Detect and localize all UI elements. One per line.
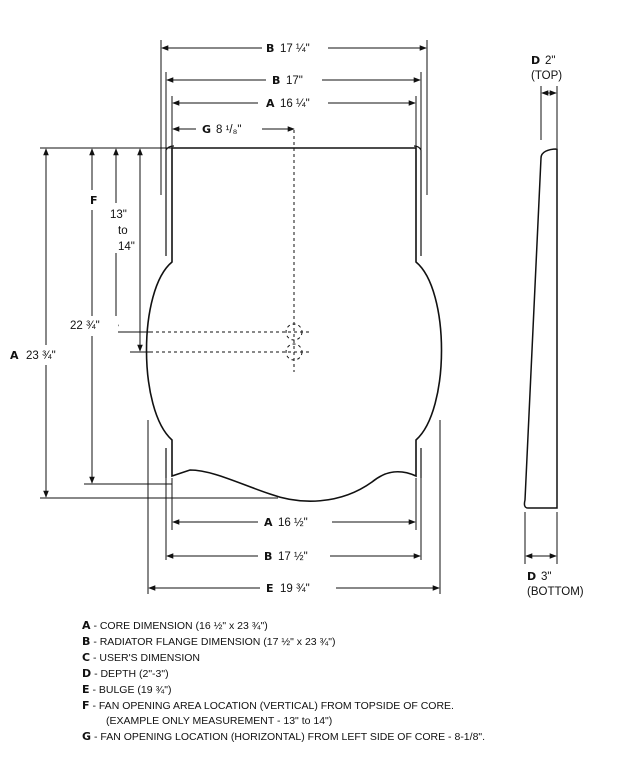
dim-a-top-key: A [266, 97, 275, 110]
dim-a-bottom-key: A [264, 516, 273, 529]
dim-b-top-inner-value: 17" [286, 75, 303, 87]
side-profile [524, 149, 557, 508]
dim-b-top-inner-key: B [272, 74, 281, 87]
legend-row-f-note: (EXAMPLE ONLY MEASUREMENT - 13" to 14") [106, 715, 333, 727]
dim-f-value-1: 13" [110, 209, 127, 221]
dim-e-bottom-key: E [266, 582, 274, 595]
dim-a-left-value: 23 ¾" [26, 350, 56, 362]
dim-f-key: F [90, 194, 98, 207]
dim-g-value: 8 ¹/₈" [216, 124, 242, 136]
dim-b-top-outer-value: 17 ¼" [280, 43, 310, 55]
dim-d-top-note: (TOP) [531, 70, 563, 82]
dim-b-bottom-key: B [264, 550, 273, 563]
dim-b-bottom-value: 17 ½" [278, 551, 308, 563]
dim-f-value-3: 14" [118, 241, 135, 253]
legend-row-c: C - USER'S DIMENSION [82, 651, 201, 664]
dim-e-bottom-value: 19 ¾" [280, 583, 310, 595]
dim-f-value-2: to [118, 225, 128, 237]
legend-row-b: B - RADIATOR FLANGE DIMENSION (17 ½" x 23 ¾") [82, 635, 336, 648]
dim-d-bottom-note: (BOTTOM) [527, 586, 584, 598]
dim-d-bottom-value: 3" [541, 571, 552, 583]
legend-row-d: D - DEPTH (2"-3") [82, 667, 169, 680]
dim-a-bottom-value: 16 ½" [278, 517, 308, 529]
legend-row-g: G - FAN OPENING LOCATION (HORIZONTAL) FROM LEFT SIDE OF CORE - 8-1/8". [82, 730, 486, 743]
dim-d-top-key: D [531, 54, 541, 67]
dim-d-top-value: 2" [545, 55, 556, 67]
dim-b-top-outer-key: B [266, 42, 275, 55]
dim-c-value: 22 ¾" [70, 320, 100, 332]
dim-g-key: G [202, 123, 212, 136]
dim-a-top-value: 16 ¼" [280, 98, 310, 110]
dimension-legend [82, 618, 622, 745]
legend-row-e: E - BULGE (19 ¾") [82, 683, 172, 696]
dim-a-left-key: A [10, 349, 19, 362]
fan-opening-marker [150, 130, 310, 372]
dim-d-bottom-key: D [527, 570, 537, 583]
legend-row-a: A - CORE DIMENSION (16 ½" x 23 ¾") [82, 619, 268, 632]
legend-row-f: F - FAN OPENING AREA LOCATION (VERTICAL) FROM TOPSIDE OF CORE. [82, 699, 454, 712]
